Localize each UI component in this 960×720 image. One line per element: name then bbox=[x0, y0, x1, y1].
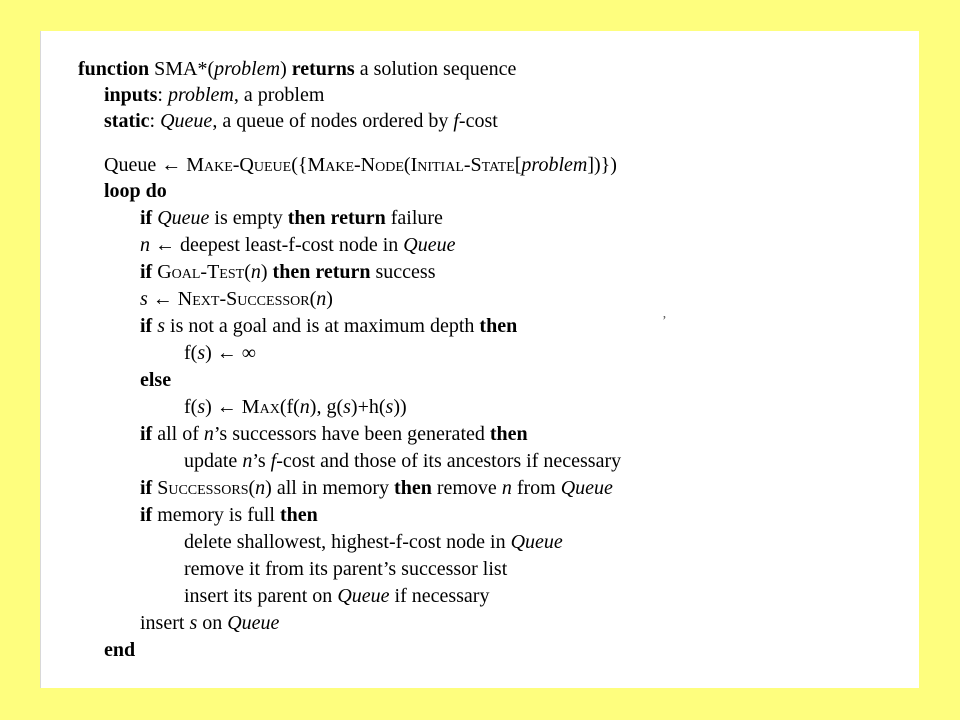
code-line: function SMA*(problem) returns a solution sequence bbox=[78, 58, 517, 80]
code-line: insert its parent on Queue if necessary bbox=[184, 585, 490, 607]
code-line: n ← deepest least-f-cost node in Queue bbox=[140, 234, 456, 256]
code-line: loop do bbox=[104, 180, 167, 202]
code-line: update n’s f-cost and those of its ancestors if necessary bbox=[184, 450, 622, 472]
code-line: end bbox=[104, 639, 136, 661]
code-line: else bbox=[140, 369, 172, 391]
code-line: insert s on Queue bbox=[140, 612, 280, 634]
code-line: if all of n’s successors have been generated then bbox=[140, 423, 528, 445]
code-line: inputs: problem, a problem bbox=[104, 84, 325, 106]
code-line: remove it from its parent’s successor list bbox=[184, 558, 508, 580]
scan-mark: ’ bbox=[662, 314, 667, 329]
code-line: if Goal-Test(n) then return success bbox=[140, 261, 436, 283]
code-line: static: Queue, a queue of nodes ordered by f-cost bbox=[104, 110, 498, 132]
code-line: if Queue is empty then return failure bbox=[140, 207, 443, 229]
code-line: f(s) ← ∞ bbox=[184, 342, 257, 364]
code-line: f(s) ← Max(f(n), g(s)+h(s)) bbox=[184, 396, 407, 418]
code-line: if Successors(n) all in memory then remove n from Queue bbox=[140, 477, 613, 499]
code-line: if s is not a goal and is at maximum depth then bbox=[140, 315, 518, 337]
code-line: s ← Next-Successor(n) bbox=[140, 288, 333, 310]
code-line: delete shallowest, highest-f-cost node in Queue bbox=[184, 531, 563, 553]
code-line: Queue ← Make-Queue({Make-Node(Initial-State[problem])}) bbox=[104, 154, 617, 176]
code-line: if memory is full then bbox=[140, 504, 318, 526]
